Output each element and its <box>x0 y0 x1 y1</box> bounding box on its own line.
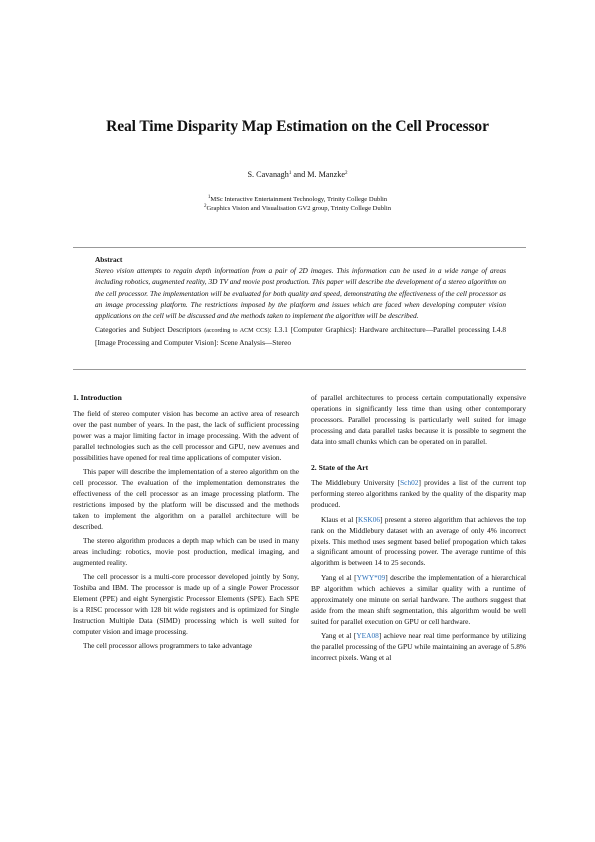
right-column <box>311 393 526 664</box>
paper-title: Real Time Disparity Map Estimation on the Cell Processor <box>106 118 489 135</box>
ccs-descriptors: Categories and Subject Descriptors (according to ACM CCS): I.3.1 [Computer Graphics]: Hardware architecture—Parallel processing I.4.8 [Image Processing and Computer Vision]: Scene Analysis—Stereo <box>95 325 506 348</box>
affiliation-2: $^2$Graphics Vision and Visualisation GV2 group, Trinity College Dublin <box>203 204 391 212</box>
paragraph: The cell processor allows programmers to take advantage <box>83 641 253 651</box>
paragraph: This paper will describe the implementation of a stereo algorithm on the cell processor. The evaluation of the implementation demonstrates the effectiveness of the cell processor as an image processing platform. The restrictions imposed by the platform will be discussed and the methods taken to implement the algorithm on a parallel architecture will be described. <box>73 467 299 531</box>
citation-link[interactable]: KSK06 <box>358 514 381 524</box>
paragraph: The Middlebury University [Sch02] provides a list of the current top performing stereo algorithms ranked by the quality of the disparity map produced. <box>311 478 526 510</box>
citation-link[interactable]: YWY*09 <box>356 572 386 582</box>
section-heading-introduction: 1. Introduction <box>73 393 122 402</box>
paragraph: of parallel architectures to process certain computationally expensive operations in significantly less time than using other contemporary processors. Parallel processing is particularly well suited for image processing and data parallel tasks because it is possible to segment the data into small chunks which can be operated on in parallel. <box>311 393 526 446</box>
citation-link[interactable]: YEA08 <box>356 631 379 640</box>
abstract-top-rule <box>73 247 526 248</box>
abstract-block <box>95 254 506 349</box>
author-2: and M. Manzke <box>291 170 346 179</box>
left-column <box>73 393 299 652</box>
citation-link[interactable]: Sch02 <box>400 478 419 488</box>
paragraph: Yang el al [YWY*09] describe the implementation of a hierarchical BP algorithm which achieves a similar quality with a runtime of approximately one minute on serial hardware. The authors suggest that aside from the mean shift segmentation, this algorithm would be well suited for parallel execution on GPU or cell hardware. <box>311 572 526 626</box>
abstract-heading: Abstract <box>95 255 123 264</box>
author-1-sup: 1 <box>288 171 292 176</box>
section-heading-state-of-the-art: 2. State of the Art <box>311 462 369 472</box>
abstract-bottom-rule <box>73 369 526 370</box>
paragraph: Yang et al [YEA08] achieve near real time performance by utilizing the parallel processing of the GPU while maintaining an average of 5.8% incorrect pixels. Wang et al <box>311 631 526 662</box>
author-line <box>0 170 595 179</box>
abstract-text: Stereo vision attempts to regain depth information from a pair of 2D images. This information can be used in a wide range of areas including robotics, augmented reality, 3D TV and movie post production. This paper will describe the development of a stereo algorithm on the cell processor. The implementation will be evaluated for both quality and speed, demonstrating the effectiveness of the cell processor as an image processing platform. The restrictions imposed by the platform and issues which are faced when developing computer vision applications on the cell will be discussed and the methods taken to implement the algorithm will be described. <box>95 266 506 321</box>
paragraph: The cell processor is a multi-core processor developed jointly by Sony, Toshiba and IBM. The processor is made up of a single Power Processor Element (PPE) and eight Synergistic Processor Elements (SPE). Each SPE is a RISC processor with 128 bit wide registers and is optimized for Single Instruction Multiple Data (SIMD) processing which is well suited for computer vision and image processing. <box>73 572 299 636</box>
author-1: S. Cavanagh <box>247 170 289 179</box>
author-2-sup: 2 <box>345 171 348 176</box>
paragraph: Klaus et al [KSK06] present a stereo algorithm that achieves the top rank on the Middlebury dataset with an average of only 4% incorrect pixels. This method uses segment based belief propogation which takes a significant amount of processing power. The average runtime of this algorithm is between 14 to 25 seconds. <box>311 514 526 568</box>
paragraph: The stereo algorithm produces a depth map which can be used in many areas including: robotics, movie post production, medical imaging, and augmented reality. <box>73 536 299 567</box>
affiliation-1: $^1$MSc Interactive Entertainment Technology, Trinity College Dublin <box>207 195 388 203</box>
paragraph: The field of stereo computer vision has become an active area of research over the past number of years. In the past, the lack of sufficient processing power was a major limiting factor in image processing. With the advent of parallel technologies such as the cell processor and GPU, new avenues and possibilities have opened for real time applications of computer vision. <box>73 408 299 462</box>
